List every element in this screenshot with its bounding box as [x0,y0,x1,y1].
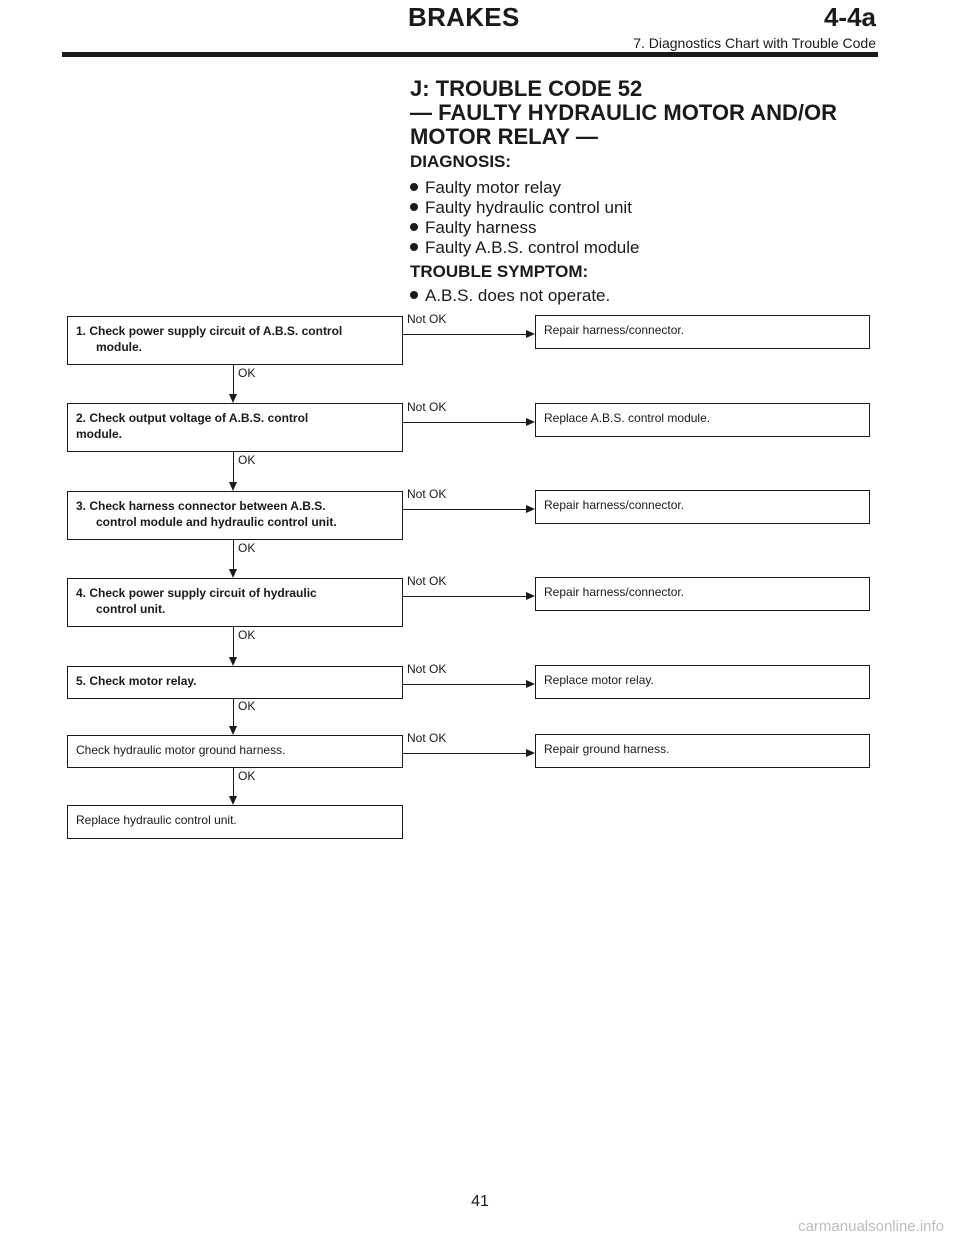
connector-line [233,540,234,570]
flow-result-4: Repair harness/connector. [535,577,870,611]
connector-line [233,627,234,658]
arrow-right-icon [526,592,535,600]
flow-step-2: 2. Check output voltage of A.B.S. control module. [67,403,403,452]
arrow-down-icon [229,726,237,735]
not-ok-label: Not OK [407,487,447,501]
ok-label: OK [238,366,256,380]
flow-step-final: Replace hydraulic control unit. [67,805,403,839]
connector-line [233,365,234,395]
arrow-right-icon [526,680,535,688]
connector-line [233,452,234,483]
arrow-right-icon [526,749,535,757]
flow-step-6: Check hydraulic motor ground harness. [67,735,403,768]
section-subtitle: 7. Diagnostics Chart with Trouble Code [633,35,876,51]
connector-line [403,684,527,685]
diagnosis-heading: DIAGNOSIS: [410,152,512,171]
bullet-icon [410,183,418,191]
flow-result-6: Repair ground harness. [535,734,870,768]
bullet-icon [410,243,418,251]
connector-line [403,422,527,423]
arrow-down-icon [229,569,237,578]
flow-result-1: Repair harness/connector. [535,315,870,349]
diagnosis-list [410,178,640,258]
list-item: Faulty A.B.S. control module [410,238,640,258]
list-item: Faulty hydraulic control unit [410,198,640,218]
connector-line [233,699,234,727]
bullet-icon [410,223,418,231]
title-line: — FAULTY HYDRAULIC MOTOR AND/OR [410,100,837,125]
not-ok-label: Not OK [407,400,447,414]
not-ok-label: Not OK [407,662,447,676]
flow-result-5: Replace motor relay. [535,665,870,699]
list-item: Faulty harness [410,218,640,238]
ok-label: OK [238,769,256,783]
arrow-down-icon [229,796,237,805]
header-rule [62,52,878,57]
flow-step-1: 1. Check power supply circuit of A.B.S. control module. [67,316,403,365]
arrow-down-icon [229,482,237,491]
flow-result-2: Replace A.B.S. control module. [535,403,870,437]
arrow-right-icon [526,330,535,338]
arrow-down-icon [229,657,237,666]
symptom-list [410,286,610,306]
connector-line [233,768,234,797]
not-ok-label: Not OK [407,731,447,745]
arrow-right-icon [526,505,535,513]
section-code: 4-4a [823,2,876,32]
flow-step-5: 5. Check motor relay. [67,666,403,699]
list-item: Faulty motor relay [410,178,640,198]
not-ok-label: Not OK [407,574,447,588]
bullet-icon [410,203,418,211]
watermark: carmanualsonline.info [798,1218,944,1235]
connector-line [403,334,527,335]
title-line: MOTOR RELAY — [410,124,598,149]
connector-line [403,596,527,597]
ok-label: OK [238,541,256,555]
flow-step-4: 4. Check power supply circuit of hydraulic control unit. [67,578,403,627]
ok-label: OK [238,628,256,642]
section-title: BRAKES [408,2,520,32]
connector-line [403,509,527,510]
list-item: A.B.S. does not operate. [410,286,610,306]
arrow-down-icon [229,394,237,403]
connector-line [403,753,527,754]
bullet-icon [410,291,418,299]
page-title [410,77,837,149]
ok-label: OK [238,699,256,713]
ok-label: OK [238,453,256,467]
flow-step-3: 3. Check harness connector between A.B.S. control module and hydraulic control unit. [67,491,403,540]
flow-result-3: Repair harness/connector. [535,490,870,524]
page-number: 41 [471,1193,489,1210]
title-line: J: TROUBLE CODE 52 [410,76,643,101]
symptom-heading: TROUBLE SYMPTOM: [410,262,589,281]
arrow-right-icon [526,418,535,426]
not-ok-label: Not OK [407,312,447,326]
